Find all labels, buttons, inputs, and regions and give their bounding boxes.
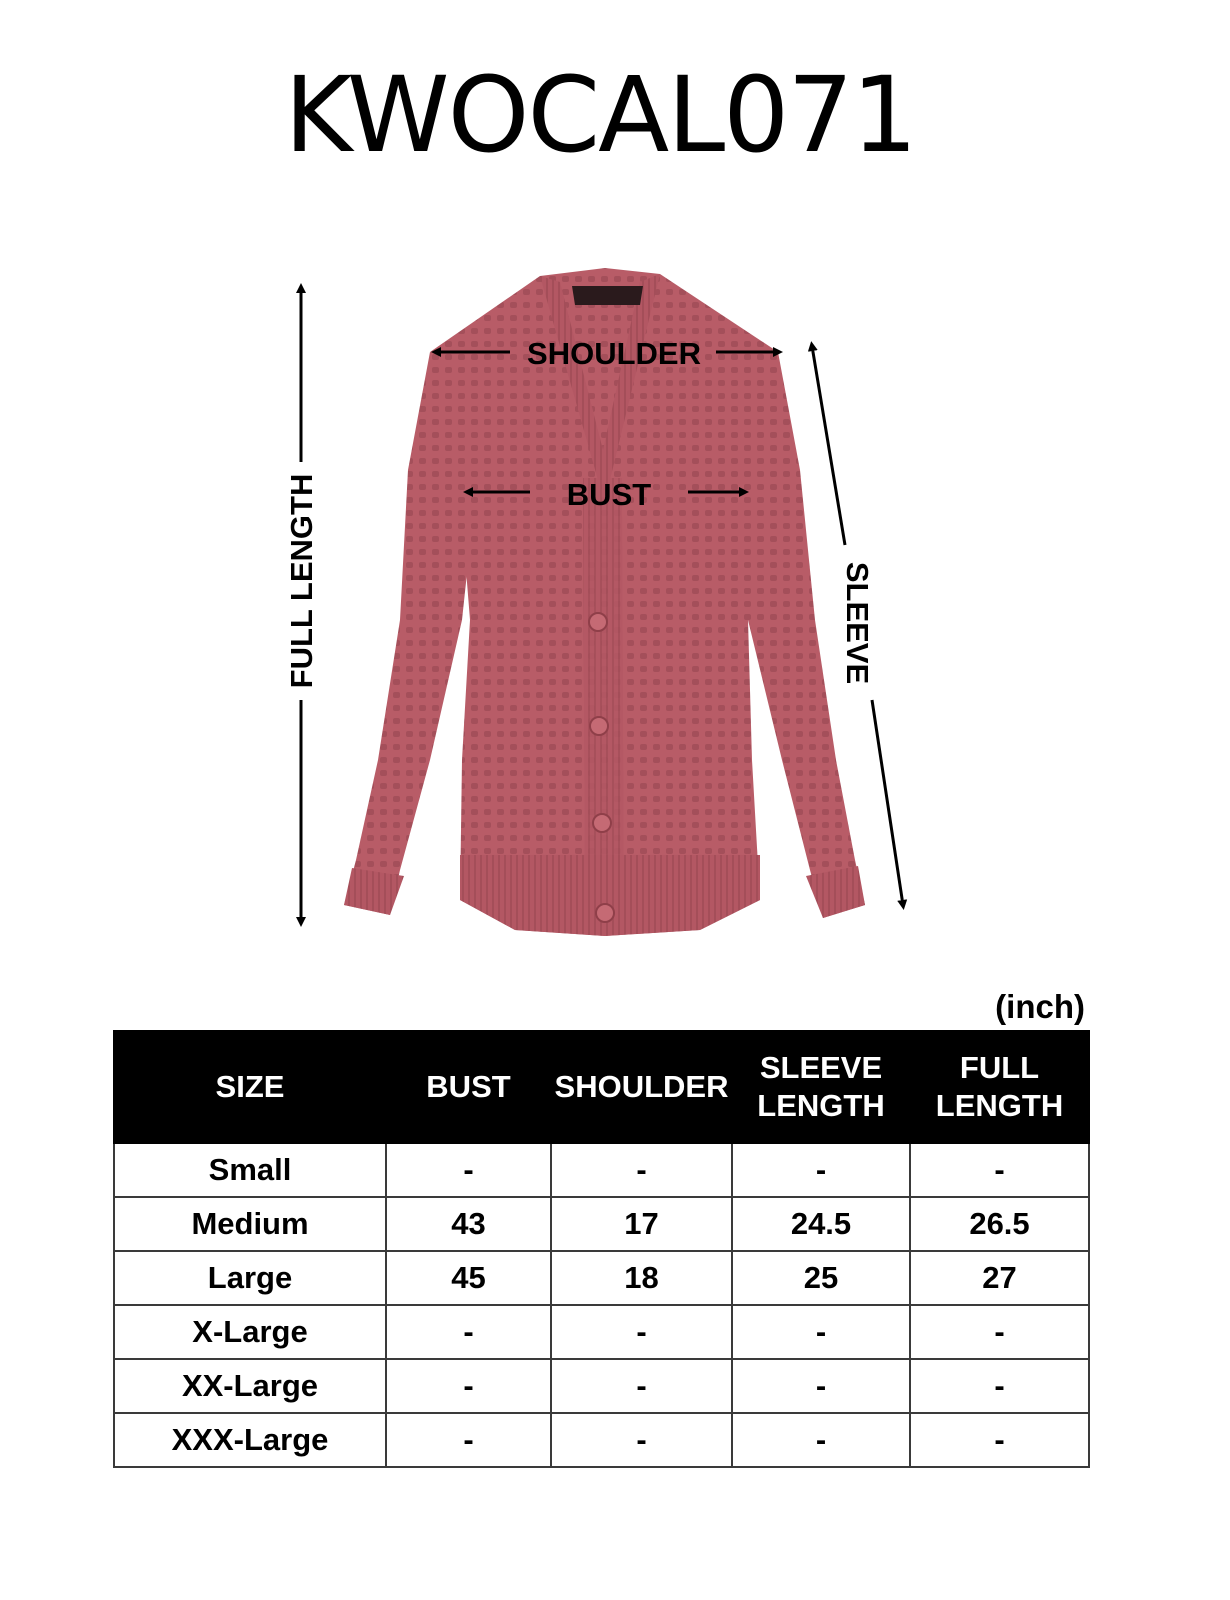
bust-label: BUST [566, 477, 652, 512]
table-row [114, 1359, 1089, 1413]
table-row [114, 1413, 1089, 1467]
size-cell: XXX-Large [114, 1413, 386, 1467]
bust-cell: 43 [386, 1197, 551, 1251]
sleeve-length-cell: 25 [732, 1251, 910, 1305]
shoulder-cell: 17 [551, 1197, 732, 1251]
table-row [114, 1197, 1089, 1251]
shoulder-cell: 18 [551, 1251, 732, 1305]
size-cell: Large [114, 1251, 386, 1305]
full-length-cell: - [910, 1413, 1089, 1467]
table-row [114, 1251, 1089, 1305]
sleeve-length-cell: - [732, 1305, 910, 1359]
bust-cell: 45 [386, 1251, 551, 1305]
bust-cell: - [386, 1413, 551, 1467]
hem-rib [460, 855, 760, 936]
shoulder-cell: - [551, 1413, 732, 1467]
product-code-title: KWOCAL071 [284, 54, 916, 176]
size-cell: Small [114, 1143, 386, 1197]
full-length-label: FULL LENGTH [284, 473, 319, 689]
neck-back [572, 286, 643, 305]
shoulder-cell: - [551, 1359, 732, 1413]
full-length-cell: 26.5 [910, 1197, 1089, 1251]
header-full-length: FULL LENGTH [910, 1031, 1089, 1143]
full-length-cell: 27 [910, 1251, 1089, 1305]
table-row [114, 1143, 1089, 1197]
header-size: SIZE [114, 1031, 386, 1143]
bust-cell: - [386, 1143, 551, 1197]
sleeve-length-cell: 24.5 [732, 1197, 910, 1251]
size-cell: X-Large [114, 1305, 386, 1359]
table-header-row [114, 1031, 1089, 1143]
sleeve-label: SLEEVE [840, 561, 875, 685]
full-length-cell: - [910, 1359, 1089, 1413]
table-row [114, 1305, 1089, 1359]
full-length-cell: - [910, 1143, 1089, 1197]
sleeve-length-cell: - [732, 1359, 910, 1413]
left-cuff [344, 868, 404, 915]
sleeve-length-cell: - [732, 1143, 910, 1197]
sleeve-length-cell: - [732, 1413, 910, 1467]
header-bust: BUST [386, 1031, 551, 1143]
header-shoulder: SHOULDER [551, 1031, 732, 1143]
header-sleeve-length: SLEEVE LENGTH [732, 1031, 910, 1143]
shoulder-cell: - [551, 1305, 732, 1359]
size-cell: Medium [114, 1197, 386, 1251]
shoulder-cell: - [551, 1143, 732, 1197]
size-cell: XX-Large [114, 1359, 386, 1413]
bust-cell: - [386, 1305, 551, 1359]
shoulder-label: SHOULDER [527, 336, 701, 371]
size-chart-table [113, 1030, 1090, 1468]
bust-cell: - [386, 1359, 551, 1413]
unit-label: (inch) [995, 988, 1085, 1025]
full-length-cell: - [910, 1305, 1089, 1359]
